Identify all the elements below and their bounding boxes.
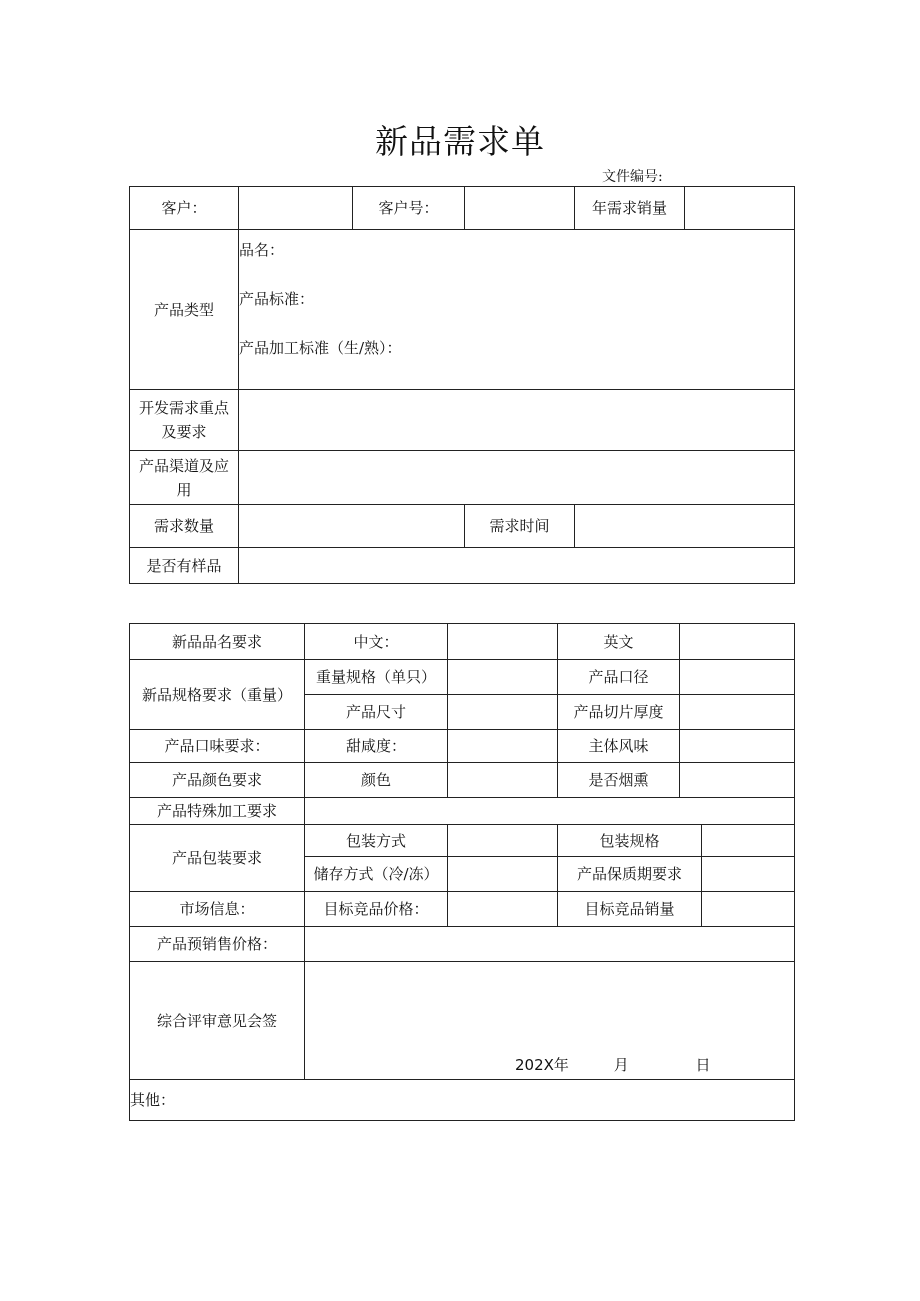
date-year: 202X年 (515, 1056, 569, 1074)
smoked-input[interactable] (680, 763, 795, 798)
competitor-price-input[interactable] (448, 892, 558, 927)
chinese-input[interactable] (448, 624, 558, 660)
shelf-life-label: 产品保质期要求 (558, 857, 702, 892)
product-type-label: 产品类型 (130, 230, 239, 390)
time-label: 需求时间 (465, 505, 575, 548)
packaging-method-input[interactable] (448, 825, 558, 857)
packaging-req-label: 产品包装要求 (130, 825, 305, 892)
customer-input[interactable] (239, 187, 353, 230)
english-input[interactable] (680, 624, 795, 660)
special-process-input[interactable] (305, 798, 795, 825)
taste-req-label: 产品口味要求： (130, 730, 305, 763)
page-title: 新品需求单 (375, 122, 545, 161)
doc-number-label: 文件编号: (602, 169, 663, 185)
spec-req-label: 新品规格要求（重量） (130, 660, 305, 730)
unit-weight-input[interactable] (448, 660, 558, 695)
slice-thickness-label: 产品切片厚度 (558, 695, 680, 730)
time-input[interactable] (575, 505, 795, 548)
annual-volume-input[interactable] (685, 187, 795, 230)
review-label: 综合评审意见会签 (130, 962, 305, 1080)
product-type-cell[interactable] (239, 230, 795, 390)
channel-input[interactable] (239, 451, 795, 505)
chinese-label: 中文： (305, 624, 448, 660)
processing-standard-label: 产品加工标准（生/熟）： (239, 339, 402, 357)
quantity-input[interactable] (239, 505, 465, 548)
date-month: 月 (613, 1056, 629, 1074)
caliber-input[interactable] (680, 660, 795, 695)
color-input[interactable] (448, 763, 558, 798)
unit-weight-label: 重量规格（单只） (305, 660, 448, 695)
packaging-spec-label: 包装规格 (558, 825, 702, 857)
dev-focus-label: 开发需求重点及要求 (130, 390, 239, 451)
competitor-price-label: 目标竞品价格： (305, 892, 448, 927)
annual-volume-label: 年需求销量 (575, 187, 685, 230)
quantity-label: 需求数量 (130, 505, 239, 548)
caliber-label: 产品口径 (558, 660, 680, 695)
size-input[interactable] (448, 695, 558, 730)
sweet-salty-label: 甜咸度： (305, 730, 448, 763)
product-name-label: 品名： (239, 241, 285, 259)
sweet-salty-input[interactable] (448, 730, 558, 763)
product-standard-label: 产品标准： (239, 290, 315, 308)
presale-price-input[interactable] (305, 927, 795, 962)
review-input[interactable] (305, 962, 795, 1080)
sample-label: 是否有样品 (130, 548, 239, 584)
name-req-label: 新品品名要求 (130, 624, 305, 660)
storage-input[interactable] (448, 857, 558, 892)
presale-price-label: 产品预销售价格： (130, 927, 305, 962)
customer-request-table (129, 186, 795, 584)
product-requirement-table (129, 623, 795, 1121)
competitor-sales-label: 目标竞品销量 (558, 892, 702, 927)
shelf-life-input[interactable] (702, 857, 795, 892)
sample-input[interactable] (239, 548, 795, 584)
slice-thickness-input[interactable] (680, 695, 795, 730)
packaging-method-label: 包装方式 (305, 825, 448, 857)
customer-label: 客户： (130, 187, 239, 230)
special-process-label: 产品特殊加工要求 (130, 798, 305, 825)
smoked-label: 是否烟熏 (558, 763, 680, 798)
main-flavor-input[interactable] (680, 730, 795, 763)
competitor-sales-input[interactable] (702, 892, 795, 927)
review-date (515, 1053, 711, 1077)
color-label: 颜色 (305, 763, 448, 798)
other-label[interactable]: 其他： (130, 1080, 795, 1121)
channel-label: 产品渠道及应用 (130, 451, 239, 505)
storage-label: 储存方式（冷/冻） (305, 857, 448, 892)
date-day: 日 (695, 1056, 711, 1074)
color-req-label: 产品颜色要求 (130, 763, 305, 798)
market-info-label: 市场信息： (130, 892, 305, 927)
main-flavor-label: 主体风味 (558, 730, 680, 763)
size-label: 产品尺寸 (305, 695, 448, 730)
packaging-spec-input[interactable] (702, 825, 795, 857)
customer-no-input[interactable] (465, 187, 575, 230)
customer-no-label: 客户号： (353, 187, 465, 230)
english-label: 英文 (558, 624, 680, 660)
dev-focus-input[interactable] (239, 390, 795, 451)
